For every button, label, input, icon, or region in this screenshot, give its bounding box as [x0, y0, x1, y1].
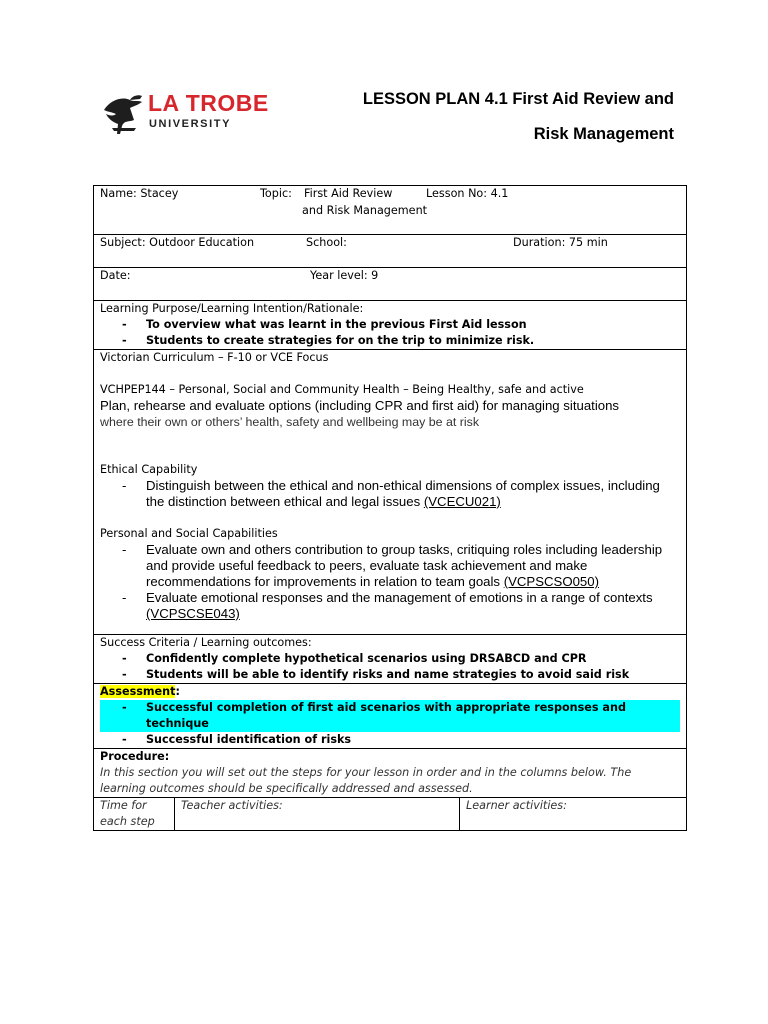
ethical-code-link[interactable]: (VCECU021): [423, 494, 501, 509]
purpose-item: - To overview what was learnt in the previous First Aid lesson: [100, 317, 680, 333]
date-field: Date:: [100, 269, 131, 282]
ethical-heading: Ethical Capability: [100, 463, 198, 476]
logo-wordmark: LA TROBE: [148, 90, 269, 116]
page-title-line1: LESSON PLAN 4.1 First Aid Review and: [362, 90, 674, 108]
curriculum-desc-line2: where their own or others’ health, safety and wellbeing may be at risk: [100, 415, 480, 429]
assessment-heading: Assessment: [100, 685, 176, 698]
school-field: School:: [306, 236, 347, 249]
curriculum-desc-line1: Plan, rehearse and evaluate options (including CPR and first aid) for managing situations: [100, 398, 620, 413]
personal-heading: Personal and Social Capabilities: [100, 527, 278, 540]
row-date: [94, 268, 687, 301]
la-trobe-logo: [100, 92, 270, 138]
topic-line1: First Aid Review: [304, 187, 393, 200]
lesson-plan-table: [93, 185, 687, 831]
row-columns: [94, 798, 687, 831]
logo-subtext: UNIVERSITY: [149, 118, 232, 130]
purpose-heading: Learning Purpose/Learning Intention/Rationale:: [100, 302, 364, 315]
duration-field: Duration: 75 min: [513, 236, 608, 249]
row-procedure: [94, 749, 687, 798]
col-time-header: Time for each step: [94, 798, 175, 831]
success-item: - Students will be able to identify risks and name strategies to avoid said risk: [100, 667, 680, 683]
year-level-field: Year level: 9: [310, 269, 379, 282]
procedure-heading: Procedure:: [100, 750, 170, 763]
personal-code-link[interactable]: (VCPSCSE043): [146, 606, 240, 621]
curriculum-code-line: VCHPEP144 – Personal, Social and Community Health – Being Healthy, safe and active: [100, 383, 584, 396]
assessment-item: - Successful completion of first aid scenarios with appropriate responses and technique: [100, 700, 680, 732]
page-title-line2: Risk Management: [533, 125, 674, 143]
subject-field: Subject: Outdoor Education: [100, 236, 255, 249]
ethical-item: - Distinguish between the ethical and non-ethical dimensions of complex issues, including the distinction between ethical and legal issues (VCECU021): [100, 478, 680, 510]
row-subject: [94, 235, 687, 268]
assessment-item: - Successful identification of risks: [100, 732, 680, 748]
personal-code-link[interactable]: (VCPSCSO050): [503, 574, 599, 589]
topic-label: Topic:: [260, 187, 292, 200]
row-purpose: [94, 301, 687, 350]
personal-item: - Evaluate emotional responses and the management of emotions in a range of contexts (VCPSCSE043): [100, 590, 680, 622]
col-teacher-header: Teacher activities:: [175, 798, 460, 831]
personal-item: - Evaluate own and others contribution to group tasks, critiquing roles including leadership and provide useful feedback to peers, evaluate task achievement and make recommendations for improvements in relation to team goals (VCPSCSO050): [100, 542, 680, 590]
row-assessment: Assessment: - Successful completion of first aid scenarios with appropriate responses and technique - Successful identification of risks: [94, 684, 687, 749]
lesson-number: Lesson No: 4.1: [426, 187, 509, 200]
col-learner-header: Learner activities:: [460, 798, 687, 831]
success-heading: Success Criteria / Learning outcomes:: [100, 636, 312, 649]
name-field: Name: Stacey: [100, 187, 179, 200]
eagle-emblem-icon: [100, 92, 146, 138]
row-curriculum: [94, 350, 687, 635]
curriculum-heading: Victorian Curriculum – F-10 or VCE Focus: [100, 351, 329, 364]
procedure-text: In this section you will set out the steps for your lesson in order and in the columns below. The learning outcomes should be specifically addressed and assessed.: [100, 766, 632, 795]
topic-line2: and Risk Management: [302, 204, 428, 217]
row-name-topic: [94, 186, 687, 235]
purpose-item: - Students to create strategies for on the trip to minimize risk.: [100, 333, 680, 349]
row-success: [94, 635, 687, 684]
success-item: - Confidently complete hypothetical scenarios using DRSABCD and CPR: [100, 651, 680, 667]
